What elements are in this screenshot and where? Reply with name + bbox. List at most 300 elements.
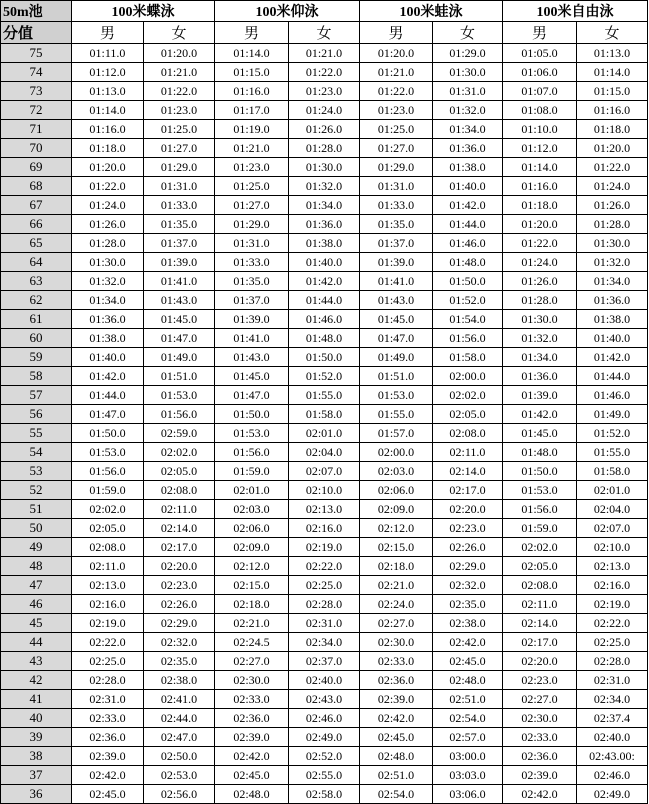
time-cell-breaststroke-male: 01:47.0: [360, 329, 433, 348]
time-cell-freestyle-male: 02:23.0: [503, 671, 577, 690]
table-row: [1, 158, 648, 177]
time-cell-breaststroke-female: 01:52.0: [433, 291, 503, 310]
time-cell-freestyle-male: 02:36.0: [503, 747, 577, 766]
time-cell-breaststroke-male: 01:51.0: [360, 367, 433, 386]
score-cell: 43: [1, 652, 72, 671]
score-cell: 69: [1, 158, 72, 177]
time-cell-breaststroke-male: 01:45.0: [360, 310, 433, 329]
time-cell-freestyle-male: 02:11.0: [503, 595, 577, 614]
time-cell-freestyle-female: 01:16.0: [577, 101, 648, 120]
score-cell: 71: [1, 120, 72, 139]
score-cell: 68: [1, 177, 72, 196]
table-row: [1, 500, 648, 519]
time-cell-freestyle-female: 01:40.0: [577, 329, 648, 348]
time-cell-backstroke-male: 02:45.0: [215, 766, 289, 785]
time-cell-freestyle-male: 01:24.0: [503, 253, 577, 272]
table-row: [1, 766, 648, 785]
time-cell-butterfly-female: 02:59.0: [144, 424, 215, 443]
score-cell: 53: [1, 462, 72, 481]
table-row: [1, 633, 648, 652]
time-cell-butterfly-female: 01:27.0: [144, 139, 215, 158]
time-cell-breaststroke-female: 02:00.0: [433, 367, 503, 386]
time-cell-backstroke-male: 01:53.0: [215, 424, 289, 443]
score-cell: 50: [1, 519, 72, 538]
time-cell-breaststroke-male: 01:22.0: [360, 82, 433, 101]
time-cell-breaststroke-female: 01:34.0: [433, 120, 503, 139]
table-row: [1, 709, 648, 728]
time-cell-butterfly-male: 01:59.0: [72, 481, 144, 500]
table-row: [1, 728, 648, 747]
time-cell-butterfly-male: 02:42.0: [72, 766, 144, 785]
time-cell-butterfly-male: 01:50.0: [72, 424, 144, 443]
score-cell: 58: [1, 367, 72, 386]
table-row: [1, 120, 648, 139]
time-cell-breaststroke-male: 02:09.0: [360, 500, 433, 519]
score-cell: 39: [1, 728, 72, 747]
time-cell-breaststroke-male: 02:18.0: [360, 557, 433, 576]
time-cell-butterfly-male: 01:53.0: [72, 443, 144, 462]
event-header-freestyle: 100米自由泳: [503, 1, 648, 22]
time-cell-freestyle-male: 02:08.0: [503, 576, 577, 595]
time-cell-breaststroke-male: 02:33.0: [360, 652, 433, 671]
time-cell-backstroke-male: 01:50.0: [215, 405, 289, 424]
time-cell-freestyle-male: 01:53.0: [503, 481, 577, 500]
time-cell-freestyle-female: 02:40.0: [577, 728, 648, 747]
time-cell-butterfly-male: 01:34.0: [72, 291, 144, 310]
score-cell: 38: [1, 747, 72, 766]
time-cell-freestyle-male: 01:26.0: [503, 272, 577, 291]
score-cell: 72: [1, 101, 72, 120]
time-cell-butterfly-female: 01:53.0: [144, 386, 215, 405]
time-cell-butterfly-male: 01:14.0: [72, 101, 144, 120]
score-cell: 45: [1, 614, 72, 633]
time-cell-backstroke-female: 01:30.0: [289, 158, 360, 177]
time-cell-backstroke-female: 02:43.0: [289, 690, 360, 709]
time-cell-breaststroke-female: 02:05.0: [433, 405, 503, 424]
time-cell-butterfly-female: 02:41.0: [144, 690, 215, 709]
table-row: [1, 405, 648, 424]
time-cell-backstroke-female: 02:52.0: [289, 747, 360, 766]
time-cell-breaststroke-male: 02:30.0: [360, 633, 433, 652]
time-cell-freestyle-male: 01:34.0: [503, 348, 577, 367]
time-cell-backstroke-female: 01:52.0: [289, 367, 360, 386]
time-cell-breaststroke-female: 01:31.0: [433, 82, 503, 101]
time-cell-breaststroke-male: 01:49.0: [360, 348, 433, 367]
time-cell-butterfly-female: 01:35.0: [144, 215, 215, 234]
time-cell-backstroke-female: 01:26.0: [289, 120, 360, 139]
time-cell-backstroke-female: 01:44.0: [289, 291, 360, 310]
time-cell-backstroke-male: 02:09.0: [215, 538, 289, 557]
time-cell-breaststroke-female: 01:48.0: [433, 253, 503, 272]
time-cell-butterfly-male: 01:56.0: [72, 462, 144, 481]
time-cell-breaststroke-female: 02:29.0: [433, 557, 503, 576]
time-cell-butterfly-male: 01:20.0: [72, 158, 144, 177]
time-cell-butterfly-female: 01:21.0: [144, 63, 215, 82]
time-cell-freestyle-female: 02:13.0: [577, 557, 648, 576]
time-cell-backstroke-female: 01:32.0: [289, 177, 360, 196]
time-cell-butterfly-male: 02:36.0: [72, 728, 144, 747]
time-cell-backstroke-male: 01:21.0: [215, 139, 289, 158]
time-cell-freestyle-male: 02:42.0: [503, 785, 577, 804]
time-cell-freestyle-female: 01:13.0: [577, 44, 648, 63]
score-cell: 75: [1, 44, 72, 63]
table-row: [1, 63, 648, 82]
score-cell: 44: [1, 633, 72, 652]
time-cell-freestyle-male: 02:39.0: [503, 766, 577, 785]
time-cell-backstroke-male: 01:56.0: [215, 443, 289, 462]
time-cell-freestyle-male: 01:10.0: [503, 120, 577, 139]
time-cell-breaststroke-male: 02:03.0: [360, 462, 433, 481]
score-cell: 65: [1, 234, 72, 253]
time-cell-butterfly-female: 02:02.0: [144, 443, 215, 462]
time-cell-butterfly-male: 01:16.0: [72, 120, 144, 139]
time-cell-butterfly-male: 01:11.0: [72, 44, 144, 63]
time-cell-backstroke-female: 01:22.0: [289, 63, 360, 82]
time-cell-backstroke-male: 02:21.0: [215, 614, 289, 633]
time-cell-breaststroke-male: 01:39.0: [360, 253, 433, 272]
event-header-breaststroke: 100米蛙泳: [360, 1, 503, 22]
time-cell-backstroke-female: 01:23.0: [289, 82, 360, 101]
score-cell: 49: [1, 538, 72, 557]
table-row: [1, 671, 648, 690]
time-cell-freestyle-female: 02:25.0: [577, 633, 648, 652]
time-cell-breaststroke-male: 02:06.0: [360, 481, 433, 500]
time-cell-butterfly-male: 01:47.0: [72, 405, 144, 424]
time-cell-freestyle-female: 02:46.0: [577, 766, 648, 785]
score-cell: 46: [1, 595, 72, 614]
score-cell: 62: [1, 291, 72, 310]
table-row: [1, 481, 648, 500]
time-cell-breaststroke-male: 02:15.0: [360, 538, 433, 557]
time-cell-backstroke-female: 02:01.0: [289, 424, 360, 443]
time-cell-butterfly-male: 01:24.0: [72, 196, 144, 215]
time-cell-backstroke-male: 02:15.0: [215, 576, 289, 595]
time-cell-backstroke-male: 02:03.0: [215, 500, 289, 519]
time-cell-breaststroke-male: 02:27.0: [360, 614, 433, 633]
score-cell: 57: [1, 386, 72, 405]
time-cell-breaststroke-male: 01:37.0: [360, 234, 433, 253]
time-cell-breaststroke-female: 01:30.0: [433, 63, 503, 82]
time-cell-backstroke-female: 01:50.0: [289, 348, 360, 367]
time-cell-backstroke-male: 02:39.0: [215, 728, 289, 747]
time-cell-freestyle-male: 01:45.0: [503, 424, 577, 443]
score-cell: 51: [1, 500, 72, 519]
time-cell-breaststroke-female: 01:50.0: [433, 272, 503, 291]
time-cell-freestyle-female: 01:24.0: [577, 177, 648, 196]
time-cell-backstroke-male: 01:43.0: [215, 348, 289, 367]
time-cell-freestyle-male: 01:28.0: [503, 291, 577, 310]
time-cell-backstroke-male: 01:29.0: [215, 215, 289, 234]
time-cell-butterfly-female: 02:50.0: [144, 747, 215, 766]
time-cell-freestyle-female: 01:28.0: [577, 215, 648, 234]
time-cell-breaststroke-female: 03:00.0: [433, 747, 503, 766]
table-row: [1, 234, 648, 253]
gender-header-female: 女: [144, 22, 215, 44]
time-cell-breaststroke-female: 02:14.0: [433, 462, 503, 481]
table-row: [1, 557, 648, 576]
time-cell-breaststroke-female: 02:45.0: [433, 652, 503, 671]
time-cell-freestyle-female: 01:18.0: [577, 120, 648, 139]
time-cell-freestyle-male: 01:36.0: [503, 367, 577, 386]
time-cell-freestyle-male: 02:30.0: [503, 709, 577, 728]
time-cell-freestyle-male: 01:42.0: [503, 405, 577, 424]
time-cell-freestyle-female: 02:43.00:: [577, 747, 648, 766]
gender-header-male: 男: [360, 22, 433, 44]
time-cell-backstroke-female: 01:36.0: [289, 215, 360, 234]
time-cell-freestyle-male: 01:22.0: [503, 234, 577, 253]
time-cell-breaststroke-female: 01:38.0: [433, 158, 503, 177]
table-row: [1, 386, 648, 405]
table-row: [1, 348, 648, 367]
time-cell-backstroke-female: 01:42.0: [289, 272, 360, 291]
time-cell-backstroke-male: 02:01.0: [215, 481, 289, 500]
score-cell: 59: [1, 348, 72, 367]
table-row: [1, 291, 648, 310]
time-cell-freestyle-male: 01:12.0: [503, 139, 577, 158]
time-cell-breaststroke-male: 02:00.0: [360, 443, 433, 462]
time-cell-backstroke-female: 02:55.0: [289, 766, 360, 785]
time-cell-butterfly-female: 01:22.0: [144, 82, 215, 101]
time-cell-freestyle-female: 01:32.0: [577, 253, 648, 272]
time-cell-butterfly-male: 01:40.0: [72, 348, 144, 367]
time-cell-backstroke-female: 02:07.0: [289, 462, 360, 481]
time-cell-breaststroke-male: 01:35.0: [360, 215, 433, 234]
time-cell-butterfly-female: 02:53.0: [144, 766, 215, 785]
time-cell-butterfly-female: 01:49.0: [144, 348, 215, 367]
time-cell-breaststroke-female: 02:54.0: [433, 709, 503, 728]
table-row: [1, 462, 648, 481]
time-cell-freestyle-female: 01:38.0: [577, 310, 648, 329]
time-cell-butterfly-female: 02:11.0: [144, 500, 215, 519]
time-cell-breaststroke-male: 01:57.0: [360, 424, 433, 443]
time-cell-breaststroke-male: 01:21.0: [360, 63, 433, 82]
time-cell-backstroke-male: 02:27.0: [215, 652, 289, 671]
time-cell-breaststroke-male: 02:51.0: [360, 766, 433, 785]
time-cell-freestyle-female: 02:16.0: [577, 576, 648, 595]
time-cell-backstroke-female: 01:48.0: [289, 329, 360, 348]
time-cell-freestyle-male: 01:14.0: [503, 158, 577, 177]
table-body: [1, 44, 648, 804]
table-row: [1, 329, 648, 348]
table-row: [1, 44, 648, 63]
time-cell-backstroke-male: 01:59.0: [215, 462, 289, 481]
table-row: [1, 614, 648, 633]
time-cell-butterfly-male: 02:45.0: [72, 785, 144, 804]
time-cell-butterfly-male: 02:28.0: [72, 671, 144, 690]
time-cell-freestyle-female: 02:49.0: [577, 785, 648, 804]
time-cell-butterfly-female: 01:20.0: [144, 44, 215, 63]
table-row: [1, 595, 648, 614]
time-cell-butterfly-female: 01:33.0: [144, 196, 215, 215]
time-cell-backstroke-female: 02:16.0: [289, 519, 360, 538]
time-cell-butterfly-female: 01:51.0: [144, 367, 215, 386]
score-cell: 64: [1, 253, 72, 272]
time-cell-butterfly-female: 01:56.0: [144, 405, 215, 424]
time-cell-butterfly-male: 01:18.0: [72, 139, 144, 158]
time-cell-freestyle-male: 01:16.0: [503, 177, 577, 196]
time-cell-freestyle-female: 02:28.0: [577, 652, 648, 671]
time-cell-butterfly-male: 02:02.0: [72, 500, 144, 519]
gender-header-female: 女: [577, 22, 648, 44]
time-cell-butterfly-male: 02:31.0: [72, 690, 144, 709]
time-cell-freestyle-male: 01:07.0: [503, 82, 577, 101]
time-cell-freestyle-male: 01:20.0: [503, 215, 577, 234]
time-cell-backstroke-female: 02:19.0: [289, 538, 360, 557]
time-cell-butterfly-female: 01:39.0: [144, 253, 215, 272]
time-cell-butterfly-female: 02:23.0: [144, 576, 215, 595]
time-cell-butterfly-female: 02:20.0: [144, 557, 215, 576]
time-cell-breaststroke-female: 02:42.0: [433, 633, 503, 652]
time-cell-freestyle-female: 01:42.0: [577, 348, 648, 367]
time-cell-freestyle-female: 02:10.0: [577, 538, 648, 557]
time-cell-freestyle-female: 01:44.0: [577, 367, 648, 386]
time-cell-backstroke-female: 02:31.0: [289, 614, 360, 633]
time-cell-butterfly-female: 02:17.0: [144, 538, 215, 557]
time-cell-breaststroke-female: 02:17.0: [433, 481, 503, 500]
time-cell-freestyle-female: 02:34.0: [577, 690, 648, 709]
time-cell-backstroke-male: 02:18.0: [215, 595, 289, 614]
time-cell-breaststroke-female: 02:08.0: [433, 424, 503, 443]
time-cell-freestyle-female: 02:31.0: [577, 671, 648, 690]
time-cell-freestyle-male: 02:05.0: [503, 557, 577, 576]
table-row: [1, 690, 648, 709]
score-cell: 41: [1, 690, 72, 709]
time-cell-freestyle-male: 02:02.0: [503, 538, 577, 557]
time-cell-backstroke-male: 01:39.0: [215, 310, 289, 329]
gender-header-male: 男: [72, 22, 144, 44]
score-header: 分值: [1, 22, 72, 44]
time-cell-backstroke-female: 01:55.0: [289, 386, 360, 405]
time-cell-butterfly-male: 02:08.0: [72, 538, 144, 557]
time-cell-freestyle-female: 02:07.0: [577, 519, 648, 538]
time-cell-backstroke-male: 01:41.0: [215, 329, 289, 348]
time-cell-butterfly-male: 01:22.0: [72, 177, 144, 196]
time-cell-butterfly-male: 01:12.0: [72, 63, 144, 82]
time-cell-breaststroke-female: 01:56.0: [433, 329, 503, 348]
time-cell-butterfly-female: 01:29.0: [144, 158, 215, 177]
time-cell-backstroke-male: 01:17.0: [215, 101, 289, 120]
table-row: [1, 310, 648, 329]
time-cell-backstroke-female: 02:34.0: [289, 633, 360, 652]
score-cell: 40: [1, 709, 72, 728]
time-cell-backstroke-male: 01:23.0: [215, 158, 289, 177]
time-cell-breaststroke-male: 01:43.0: [360, 291, 433, 310]
table-row: [1, 652, 648, 671]
score-cell: 55: [1, 424, 72, 443]
score-cell: 42: [1, 671, 72, 690]
time-cell-butterfly-male: 01:44.0: [72, 386, 144, 405]
time-cell-breaststroke-female: 01:44.0: [433, 215, 503, 234]
event-header-butterfly: 100米蝶泳: [72, 1, 215, 22]
score-cell: 37: [1, 766, 72, 785]
score-cell: 73: [1, 82, 72, 101]
time-cell-backstroke-male: 01:15.0: [215, 63, 289, 82]
time-cell-backstroke-male: 01:47.0: [215, 386, 289, 405]
score-cell: 56: [1, 405, 72, 424]
table-row: [1, 747, 648, 766]
time-cell-breaststroke-male: 02:54.0: [360, 785, 433, 804]
time-cell-freestyle-female: 01:30.0: [577, 234, 648, 253]
time-cell-freestyle-female: 01:36.0: [577, 291, 648, 310]
gender-header-female: 女: [433, 22, 503, 44]
time-cell-butterfly-male: 01:32.0: [72, 272, 144, 291]
time-cell-breaststroke-male: 01:31.0: [360, 177, 433, 196]
time-cell-butterfly-female: 02:29.0: [144, 614, 215, 633]
time-cell-butterfly-female: 02:44.0: [144, 709, 215, 728]
time-cell-breaststroke-female: 01:46.0: [433, 234, 503, 253]
time-cell-butterfly-female: 02:05.0: [144, 462, 215, 481]
gender-header-female: 女: [289, 22, 360, 44]
score-cell: 67: [1, 196, 72, 215]
time-cell-breaststroke-female: 02:48.0: [433, 671, 503, 690]
time-cell-butterfly-male: 01:38.0: [72, 329, 144, 348]
time-cell-backstroke-female: 01:28.0: [289, 139, 360, 158]
time-cell-butterfly-male: 02:11.0: [72, 557, 144, 576]
score-cell: 48: [1, 557, 72, 576]
time-cell-butterfly-female: 01:45.0: [144, 310, 215, 329]
time-cell-backstroke-male: 01:16.0: [215, 82, 289, 101]
time-cell-breaststroke-female: 03:06.0: [433, 785, 503, 804]
time-cell-freestyle-male: 01:06.0: [503, 63, 577, 82]
time-cell-backstroke-female: 02:13.0: [289, 500, 360, 519]
time-cell-freestyle-male: 01:32.0: [503, 329, 577, 348]
time-cell-freestyle-male: 01:56.0: [503, 500, 577, 519]
time-cell-freestyle-male: 01:48.0: [503, 443, 577, 462]
time-cell-freestyle-female: 02:19.0: [577, 595, 648, 614]
time-cell-freestyle-female: 01:49.0: [577, 405, 648, 424]
time-cell-backstroke-male: 01:45.0: [215, 367, 289, 386]
time-cell-butterfly-male: 02:39.0: [72, 747, 144, 766]
time-cell-freestyle-female: 01:34.0: [577, 272, 648, 291]
table-row: [1, 367, 648, 386]
time-cell-butterfly-male: 02:16.0: [72, 595, 144, 614]
time-cell-butterfly-male: 01:28.0: [72, 234, 144, 253]
time-cell-butterfly-female: 02:26.0: [144, 595, 215, 614]
time-cell-freestyle-female: 01:20.0: [577, 139, 648, 158]
time-cell-breaststroke-male: 01:23.0: [360, 101, 433, 120]
time-cell-butterfly-female: 02:14.0: [144, 519, 215, 538]
time-cell-freestyle-female: 02:01.0: [577, 481, 648, 500]
time-cell-butterfly-male: 01:30.0: [72, 253, 144, 272]
table-row: [1, 196, 648, 215]
time-cell-breaststroke-male: 02:21.0: [360, 576, 433, 595]
time-cell-freestyle-male: 01:39.0: [503, 386, 577, 405]
score-cell: 52: [1, 481, 72, 500]
time-cell-breaststroke-male: 02:42.0: [360, 709, 433, 728]
time-cell-butterfly-female: 01:25.0: [144, 120, 215, 139]
time-cell-butterfly-male: 02:05.0: [72, 519, 144, 538]
time-cell-breaststroke-male: 01:33.0: [360, 196, 433, 215]
time-cell-breaststroke-female: 01:58.0: [433, 348, 503, 367]
time-cell-butterfly-male: 01:36.0: [72, 310, 144, 329]
time-cell-freestyle-male: 02:17.0: [503, 633, 577, 652]
time-cell-breaststroke-male: 01:29.0: [360, 158, 433, 177]
time-cell-breaststroke-female: 02:11.0: [433, 443, 503, 462]
time-cell-breaststroke-male: 02:39.0: [360, 690, 433, 709]
time-cell-backstroke-male: 01:14.0: [215, 44, 289, 63]
time-cell-backstroke-female: 02:40.0: [289, 671, 360, 690]
time-cell-backstroke-male: 01:27.0: [215, 196, 289, 215]
table-row: [1, 177, 648, 196]
time-cell-backstroke-female: 01:38.0: [289, 234, 360, 253]
time-cell-breaststroke-female: 01:54.0: [433, 310, 503, 329]
time-cell-breaststroke-female: 02:26.0: [433, 538, 503, 557]
time-cell-backstroke-male: 02:06.0: [215, 519, 289, 538]
time-cell-freestyle-male: 01:18.0: [503, 196, 577, 215]
time-cell-butterfly-male: 01:42.0: [72, 367, 144, 386]
time-cell-backstroke-male: 01:19.0: [215, 120, 289, 139]
time-cell-butterfly-female: 02:08.0: [144, 481, 215, 500]
